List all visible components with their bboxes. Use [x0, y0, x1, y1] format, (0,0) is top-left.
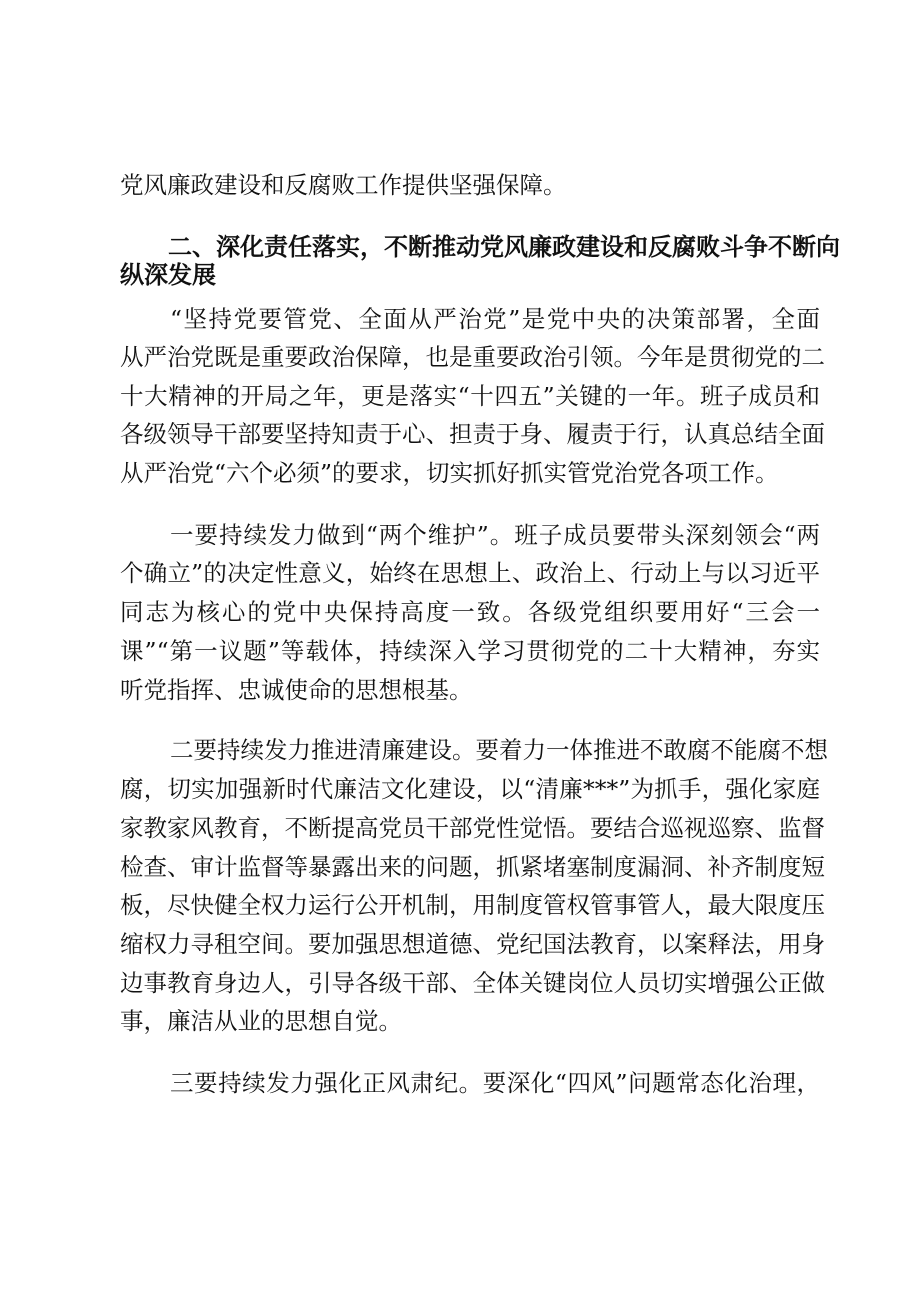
paragraph-1-line-3: 十大精神的开局之年，更是落实“十四五”关键的一年。班子成员和 [120, 382, 820, 410]
paragraph-3-line-8: 事，廉洁从业的思想自觉。 [120, 1007, 402, 1035]
paragraph-2-line-3: 同志为核心的党中央保持高度一致。各级党组织要用好“三会一 [120, 598, 820, 626]
paragraph-3-line-5: 板，尽快健全权力运行公开机制，用制度管权管事管人，最大限度压 [120, 891, 825, 919]
paragraph-3-line-6: 缩权力寻租空间。要加强思想道德、党纪国法教育，以案释法，用身 [120, 930, 825, 958]
section-heading: 二、深化责任落实，不断推动党风廉政建设和反腐败斗争不断向 [168, 233, 840, 261]
paragraph-3-line-2: 腐，切实加强新时代廉洁文化建设，以“清廉***”为抓手，强化家庭 [120, 775, 820, 803]
paragraph-2-line-2: 个确立”的决定性意义，始终在思想上、政治上、行动上与以习近平 [120, 559, 820, 587]
paragraph-1-line-2: 从严治党既是重要政治保障，也是重要政治引领。今年是贯彻党的二 [120, 343, 825, 371]
text-line: 党风廉政建设和反腐败工作提供坚强保障。 [120, 171, 567, 199]
paragraph-1-line-5: 从严治党“六个必须”的要求，切实抓好抓实管党治党各项工作。 [120, 459, 779, 487]
paragraph-1-line-1: “坚持党要管党、全面从严治党”是党中央的决策部署，全面 [170, 305, 820, 333]
paragraph-3-line-1: 二要持续发力推进清廉建设。要着力一体推进不敢腐不能腐不想 [170, 736, 828, 764]
paragraph-1-line-4: 各级领导干部要坚持知责于心、担责于身、履责于行，认真总结全面 [120, 420, 825, 448]
paragraph-2-line-5: 听党指挥、忠诚使命的思想根基。 [120, 676, 473, 704]
paragraph-2-line-4: 课”“第一议题”等载体，持续深入学习贯彻党的二十大精神，夯实 [120, 637, 820, 665]
paragraph-4-line-1: 三要持续发力强化正风肃纪。要深化“四风”问题常态化治理， [170, 1069, 820, 1097]
paragraph-3-line-7: 边事教育身边人，引导各级干部、全体关键岗位人员切实增强公正做 [120, 969, 825, 997]
paragraph-3-line-3: 家教家风教育，不断提高党员干部党性觉悟。要结合巡视巡察、监督 [120, 814, 825, 842]
section-heading-continued: 纵深发展 [120, 261, 216, 289]
paragraph-2-line-1: 一要持续发力做到“两个维护”。班子成员要带头深刻领会“两 [170, 521, 820, 549]
paragraph-3-line-4: 检查、审计监督等暴露出来的问题，抓紧堵塞制度漏洞、补齐制度短 [120, 853, 825, 881]
